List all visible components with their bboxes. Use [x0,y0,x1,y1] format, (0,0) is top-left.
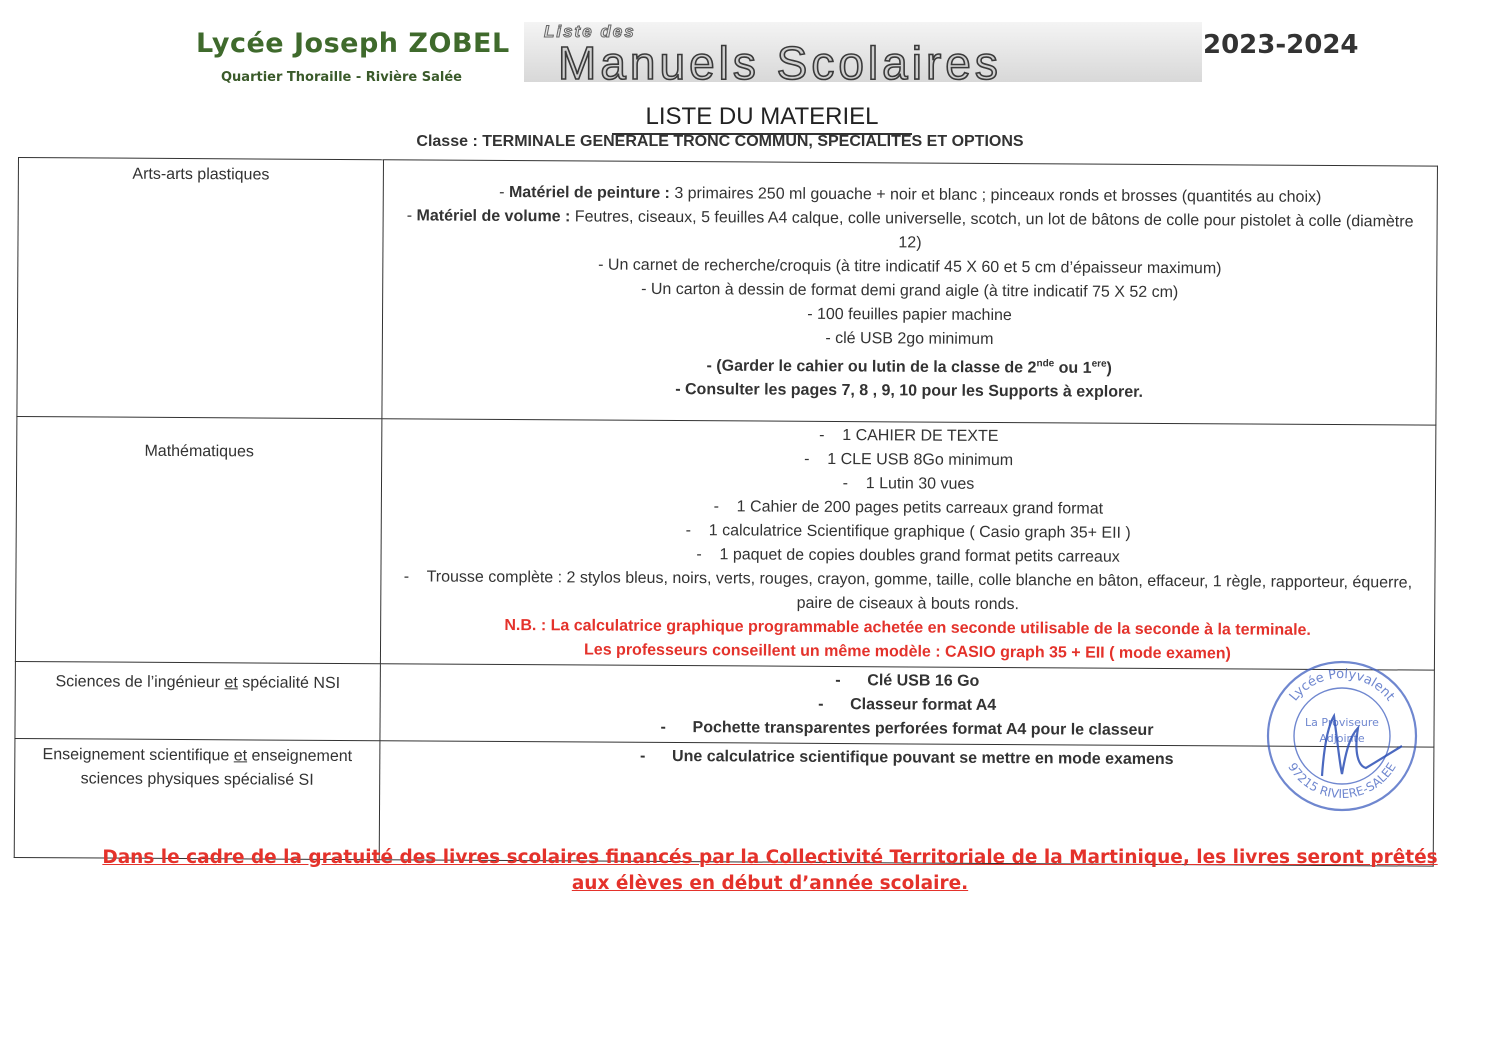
list-item: - clé USB 2go minimum [825,329,994,348]
banner-small-text: Liste des [544,22,636,41]
school-year: 2023-2024 [1203,30,1359,60]
list-item: - 100 feuilles papier machine [807,305,1012,325]
list-item: - Un carnet de recherche/croquis (à titre indicatif 45 X 60 et 5 cm d’épaisseur maximum) [598,256,1222,278]
stamp-ring-bottom-text: 97215 RIVIERE-SALEE [1285,760,1399,802]
banner [524,22,1202,89]
stamp-ring-top-text: Lycée Polyvalent [1286,666,1398,705]
school-address: Quartier Thoraille - Rivière Salée [221,70,462,85]
list-item: - Une calculatrice scientifique pouvant se mettre en mode examens [640,747,1174,769]
list-item: - 1 Lutin 30 vues [842,475,975,493]
nb-note: Les professeurs conseillent un même modèle : CASIO graph 35 + EII ( mode examen) [584,641,1231,663]
footer-notice: Dans le cadre de la gratuité des livres scolaires financés par la Collectivité Territoriale de la Martinique, les livres seront prêtés aux élèves en début d’année scolaire. [102,847,1438,894]
list-item: - Trousse complète : 2 stylos bleus, noirs, verts, rouges, crayon, gomme, taille, colle blanche en bâton, effaceur, 1 règle, rapporteur, équerre, paire de ciseaux à bouts ronds. [403,568,1413,614]
list-item: - (Garder le cahier ou lutin de la classe de 2nde ou 1ere) [706,357,1112,378]
items-cell [382,160,1438,425]
subject-label: Sciences de l’ingénieur et spécialité NSI [55,673,341,692]
subject-cell [15,416,381,663]
subject-cell [15,661,380,740]
table-row [15,661,1434,747]
list-item: - 1 Cahier de 200 pages petits carreaux grand format [713,498,1104,518]
subject-cell [17,158,384,419]
subject-cell [14,738,380,859]
list-item: - Un carton à dessin de format demi grand aigle (à titre indicatif 75 X 52 cm) [641,280,1179,302]
class-line: Classe : TERMINALE GENERALE TRONC COMMUN, SPECIALITES ET OPTIONS [416,133,1024,150]
list-item: - Clé USB 16 Go [835,672,980,690]
subject-label: Arts-arts plastiques [132,165,270,184]
school-name: Lycée Joseph ZOBEL [196,28,510,59]
banner-title: Manuels Scolaires [558,37,1002,89]
table-row [15,416,1435,670]
materials-table [14,157,1438,867]
stamp-center-line2: Adjointe [1319,732,1365,745]
items-cell [380,419,1435,670]
list-item: - 1 calculatrice Scientifique graphique ( Casio graph 35+ EII ) [685,522,1131,542]
list-item: - Matériel de volume : Feutres, ciseaux, 5 feuilles A4 calque, colle universelle, scotch, un lot de bâtons de colle pour pistolet à colle (diamètre 12) [406,207,1414,252]
stamp-center-line1: La Proviseure [1305,716,1379,729]
school-stamp [1262,656,1422,816]
list-item: - 1 CAHIER DE TEXTE [819,426,999,445]
table-row [17,158,1438,426]
list-item: - Pochette transparentes perforées format A4 pour le classeur [660,718,1154,739]
subject-label: Enseignement scientifique et enseignement sciences physiques spécialisé SI [42,746,353,789]
list-item: - 1 CLE USB 8Go minimum [804,450,1014,470]
list-item: - Consulter les pages 7, 8 , 9, 10 pour les Supports à explorer. [675,381,1143,402]
nb-note: N.B. : La calculatrice graphique programmable achetée en seconde utilisable de la seconde à la terminale. [504,616,1311,639]
list-item: - Matériel de peinture : 3 primaires 250 ml gouache + noir et blanc ; pinceaux ronds et brosses (quantités au choix) [499,183,1322,206]
page-title: LISTE DU MATERIEL [612,103,912,135]
list-item: - Classeur format A4 [818,695,997,714]
list-item: - 1 paquet de copies doubles grand format petits carreaux [696,546,1120,566]
subject-label: Mathématiques [144,442,254,461]
